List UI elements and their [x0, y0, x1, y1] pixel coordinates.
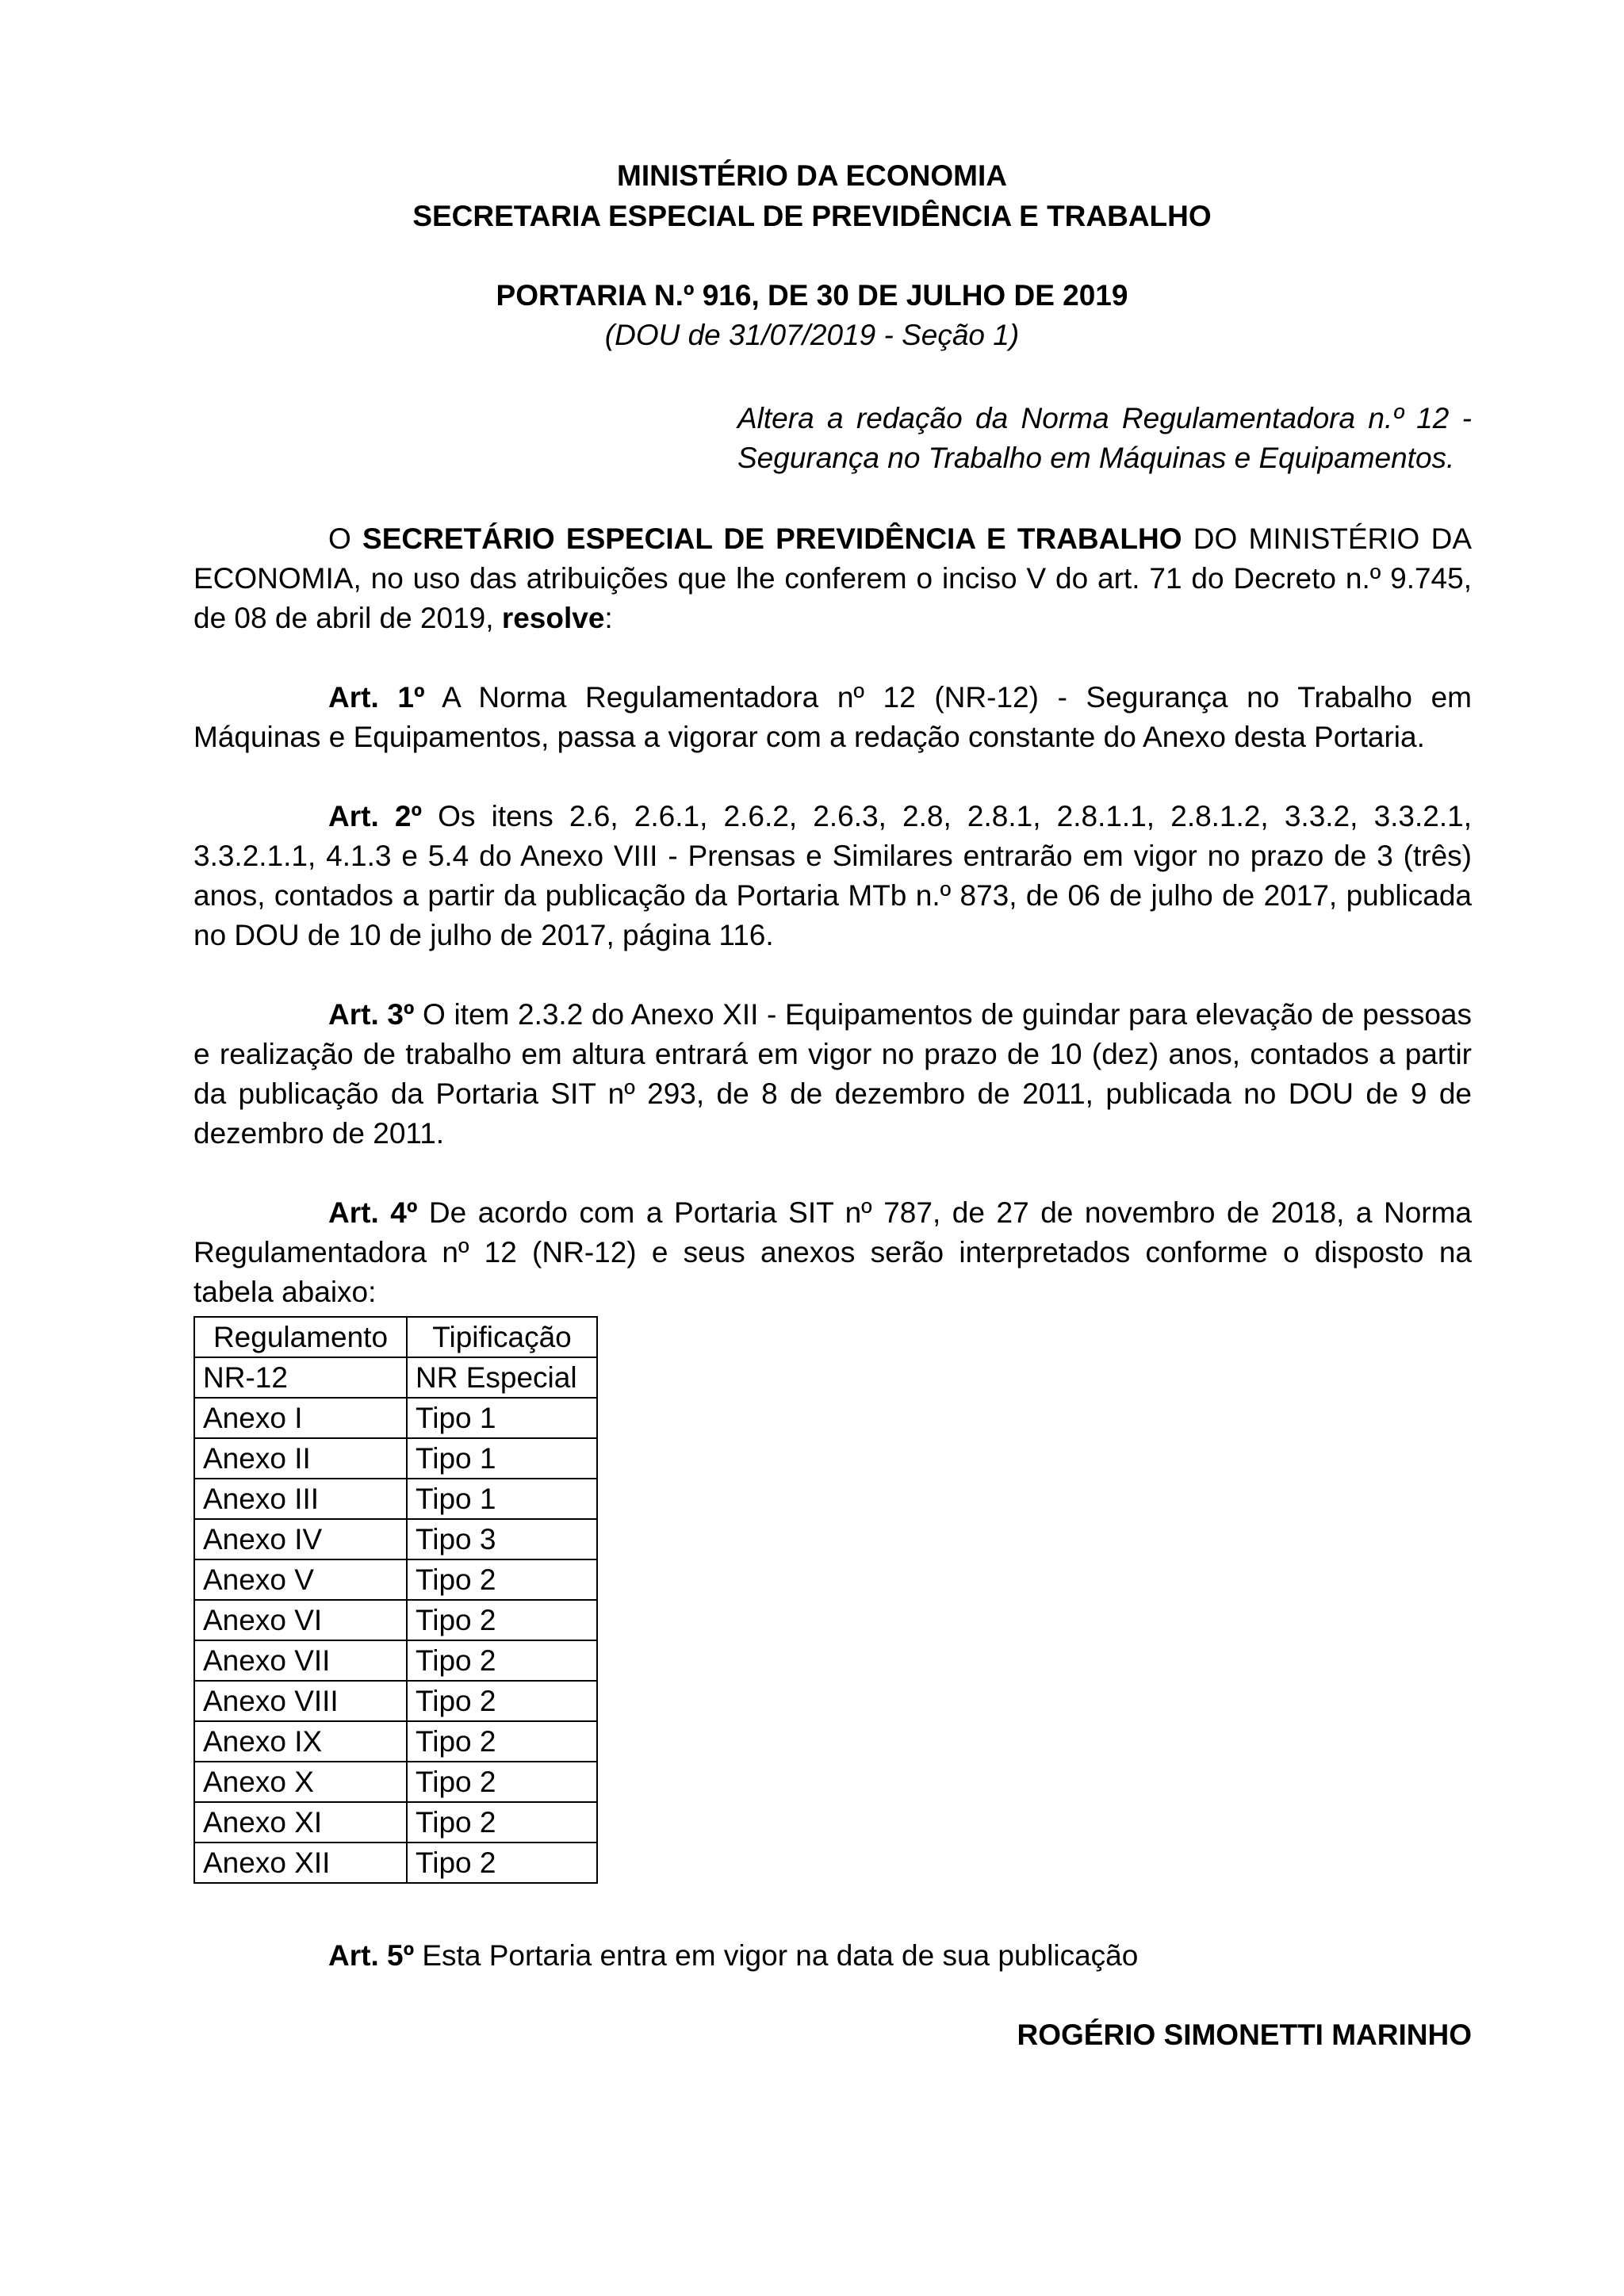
- table-row: [194, 1438, 597, 1479]
- art1-line-2: Máquinas e Equipamentos, passa a vigorar com a redação constante do Anexo desta Portaria.: [193, 721, 1425, 753]
- preamble-line-3: [193, 599, 1472, 638]
- art3-line-4: dezembro de 2011.: [193, 1117, 445, 1150]
- type-cell: Tipo 2: [407, 1802, 597, 1843]
- regulation-cell: Anexo XI: [194, 1802, 407, 1843]
- art2-line-2: 3.3.2.1.1, 4.1.3 e 5.4 do Anexo VIII - Prensas e Similares entrarão em vigor no prazo de 3 (três): [193, 840, 1472, 872]
- art4-line-2: Regulamentadora nº 12 (NR-12) e seus anexos serão interpretados conforme o disposto na: [193, 1236, 1472, 1269]
- preamble-resolve: resolve: [501, 602, 605, 634]
- type-cell: Tipo 3: [407, 1519, 597, 1559]
- secretariat-heading: SECRETARIA ESPECIAL DE PREVIDÊNCIA E TRABALHO: [412, 200, 1212, 232]
- classification-table: [193, 1316, 598, 1884]
- table-row: [194, 1519, 597, 1559]
- art5-line: [193, 1936, 1472, 1976]
- table-row: [194, 1357, 597, 1398]
- ordinance-title: PORTARIA N.º 916, DE 30 DE JULHO DE 2019: [496, 279, 1128, 312]
- type-cell: NR Especial: [407, 1357, 597, 1398]
- art3-line-3: da publicação da Portaria SIT nº 293, de 8 de dezembro de 2011, publicada no DOU de 9 de: [193, 1077, 1472, 1110]
- art2-line-1: [193, 797, 1472, 836]
- regulation-cell: Anexo V: [194, 1559, 407, 1600]
- column-header: Regulamento: [194, 1317, 407, 1357]
- ementa-line-2: Segurança no Trabalho em Máquinas e Equipamentos.: [737, 442, 1455, 474]
- type-cell: Tipo 2: [407, 1640, 597, 1681]
- regulation-cell: Anexo IX: [194, 1721, 407, 1762]
- table-header-row: [194, 1317, 597, 1357]
- regulation-cell: Anexo I: [194, 1398, 407, 1438]
- table-row: [194, 1762, 597, 1802]
- ministry-heading: MINISTÉRIO DA ECONOMIA: [617, 159, 1007, 192]
- type-cell: Tipo 2: [407, 1559, 597, 1600]
- article-label: Art. 4º: [328, 1196, 418, 1229]
- article-text: A Norma Regulamentadora nº 12 (NR-12) - Segurança no Trabalho em: [424, 681, 1473, 714]
- regulation-cell: Anexo VI: [194, 1600, 407, 1640]
- publication-note: (DOU de 31/07/2019 - Seção 1): [604, 319, 1020, 351]
- art4-line-3: tabela abaixo:: [193, 1276, 377, 1308]
- type-cell: Tipo 2: [407, 1600, 597, 1640]
- type-cell: Tipo 2: [407, 1681, 597, 1721]
- type-cell: Tipo 1: [407, 1398, 597, 1438]
- table-row: [194, 1479, 597, 1519]
- type-cell: Tipo 2: [407, 1721, 597, 1762]
- art3-line-1: [193, 995, 1472, 1035]
- signatory-name: ROGÉRIO SIMONETTI MARINHO: [1017, 2019, 1472, 2051]
- art2-line-3: anos, contados a partir da publicação da Portaria MTb n.º 873, de 06 de julho de 2017, publicada: [193, 879, 1472, 912]
- article-text: De acordo com a Portaria SIT nº 787, de 27 de novembro de 2018, a Norma: [417, 1196, 1472, 1229]
- column-header: Tipificação: [407, 1317, 597, 1357]
- table-row: [194, 1559, 597, 1600]
- table-row: [194, 1802, 597, 1843]
- article-label: Art. 5º: [328, 1939, 415, 1972]
- regulation-cell: Anexo XII: [194, 1843, 407, 1883]
- table-row: [194, 1398, 597, 1438]
- ementa-line-1: Altera a redação da Norma Regulamentadora n.º 12 -: [737, 402, 1472, 434]
- regulation-cell: Anexo X: [194, 1762, 407, 1802]
- preamble-text: O: [328, 522, 363, 555]
- type-cell: Tipo 1: [407, 1479, 597, 1519]
- article-text: Esta Portaria entra em vigor na data de sua publicação: [414, 1939, 1139, 1972]
- regulation-cell: Anexo III: [194, 1479, 407, 1519]
- table-row: [194, 1600, 597, 1640]
- regulation-cell: Anexo II: [194, 1438, 407, 1479]
- table-row: [194, 1843, 597, 1883]
- article-label: Art. 2º: [328, 800, 422, 832]
- regulation-cell: Anexo IV: [194, 1519, 407, 1559]
- preamble-authority: SECRETÁRIO ESPECIAL DE PREVIDÊNCIA E TRABALHO: [362, 522, 1182, 555]
- type-cell: Tipo 2: [407, 1843, 597, 1883]
- art2-line-4: no DOU de 10 de julho de 2017, página 116.: [193, 919, 774, 951]
- table-row: [194, 1640, 597, 1681]
- preamble-text: DO MINISTÉRIO DA: [1182, 522, 1472, 555]
- preamble-line-1: [193, 519, 1472, 559]
- preamble-line-2: ECONOMIA, no uso das atribuições que lhe conferem o inciso V do art. 71 do Decreto n.º 9.745,: [193, 562, 1472, 595]
- art1-line-1: [193, 678, 1472, 718]
- preamble-text: :: [604, 602, 613, 634]
- article-label: Art. 1º: [328, 681, 425, 714]
- regulation-cell: Anexo VII: [194, 1640, 407, 1681]
- table-row: [194, 1681, 597, 1721]
- type-cell: Tipo 1: [407, 1438, 597, 1479]
- type-cell: Tipo 2: [407, 1762, 597, 1802]
- regulation-cell: NR-12: [194, 1357, 407, 1398]
- regulation-cell: Anexo VIII: [194, 1681, 407, 1721]
- preamble-text: de 08 de abril de 2019,: [193, 602, 502, 634]
- art3-line-2: e realização de trabalho em altura entrará em vigor no prazo de 10 (dez) anos, contados a partir: [193, 1038, 1472, 1070]
- article-text: Os itens 2.6, 2.6.1, 2.6.2, 2.6.3, 2.8, 2.8.1, 2.8.1.1, 2.8.1.2, 3.3.2, 3.3.2.1,: [421, 800, 1473, 832]
- article-text: O item 2.3.2 do Anexo XII - Equipamentos de guindar para elevação de pessoas: [414, 998, 1472, 1031]
- article-label: Art. 3º: [328, 998, 415, 1031]
- table-row: [194, 1721, 597, 1762]
- art4-line-1: [193, 1193, 1472, 1233]
